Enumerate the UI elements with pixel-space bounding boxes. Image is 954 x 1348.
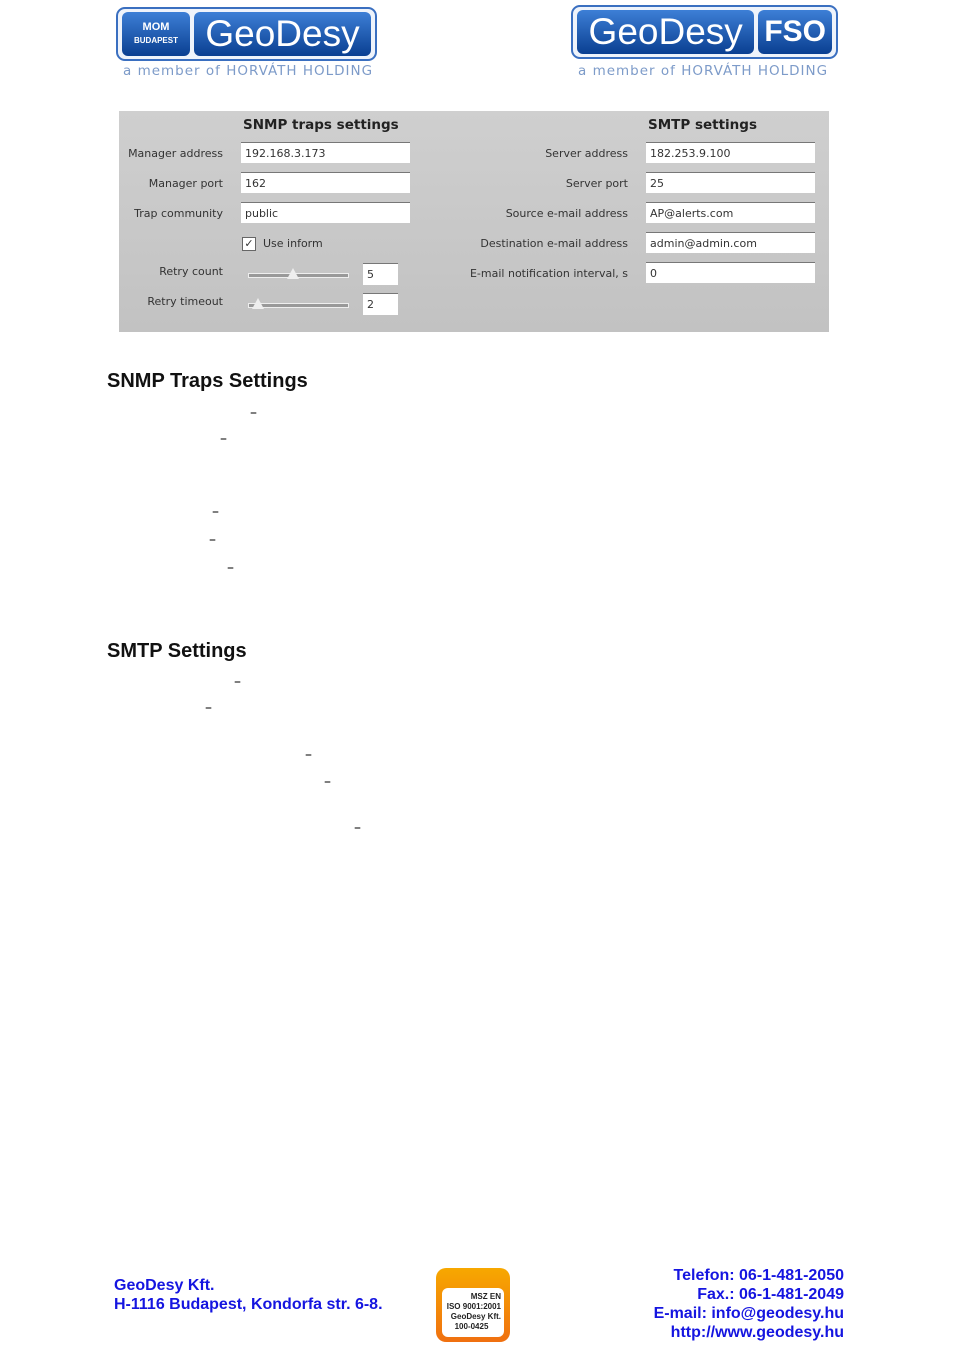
email-link[interactable]: info@geodesy.hu <box>711 1305 844 1322</box>
dash: – <box>354 820 361 836</box>
dash: – <box>227 560 234 576</box>
server-address-input[interactable]: 182.253.9.100 <box>646 142 815 163</box>
geodesy-mom-logo <box>116 7 377 61</box>
manager-port-label: Manager port <box>148 177 223 190</box>
dash: – <box>205 700 212 716</box>
dash: – <box>212 504 219 520</box>
retry-count-input[interactable]: 5 <box>363 263 398 285</box>
email-line <box>654 1304 844 1323</box>
smtp-section-heading: SMTP Settings <box>107 640 247 662</box>
snmp-panel-title: SNMP traps settings <box>243 117 399 133</box>
website[interactable]: http://www.geodesy.hu <box>670 1324 844 1341</box>
email-label: E-mail: <box>653 1305 712 1322</box>
retry-timeout-input[interactable]: 2 <box>363 293 398 315</box>
notification-interval-input[interactable]: 0 <box>646 262 815 283</box>
use-inform-label: Use inform <box>263 237 323 250</box>
footer-contact <box>654 1266 844 1342</box>
destination-email-input[interactable]: admin@admin.com <box>646 232 815 253</box>
iso-text <box>442 1288 504 1337</box>
dash: – <box>234 674 241 690</box>
dash: – <box>209 532 216 548</box>
cert-line: 100-0425 <box>454 1322 489 1331</box>
manager-address-label: Manager address <box>128 147 223 160</box>
logo-tagline: a member of HORVÁTH HOLDING <box>123 63 374 79</box>
mom-text: MOM <box>142 21 170 33</box>
server-address-label: Server address <box>545 147 628 160</box>
server-port-input[interactable]: 25 <box>646 172 815 193</box>
cert-line: MSZ EN <box>470 1292 501 1301</box>
settings-screenshot-panel <box>119 111 829 332</box>
slider-thumb[interactable] <box>252 298 264 309</box>
retry-count-slider[interactable] <box>248 273 349 278</box>
company-name: GeoDesy Kft. <box>114 1277 215 1294</box>
dash: – <box>305 747 312 763</box>
cert-line: GeoDesy Kft. <box>450 1312 501 1321</box>
server-port-label: Server port <box>565 177 628 190</box>
company-address: H-1116 Budapest, Kondorfa str. 6-8. <box>114 1296 383 1313</box>
trap-community-input[interactable]: public <box>241 202 410 223</box>
phone: Telefon: 06-1-481-2050 <box>673 1267 844 1284</box>
use-inform-checkbox[interactable]: ✓ <box>242 237 256 251</box>
budapest-text: BUDAPEST <box>133 36 178 45</box>
trap-community-label: Trap community <box>134 207 223 220</box>
dash: – <box>220 431 227 447</box>
logo-name: GeoDesy <box>194 12 371 56</box>
source-email-label: Source e-mail address <box>505 207 628 220</box>
dash: – <box>250 405 257 421</box>
source-email-input[interactable]: AP@alerts.com <box>646 202 815 223</box>
notification-interval-label: E-mail notification interval, s <box>469 267 628 280</box>
dash: – <box>324 774 331 790</box>
fax: Fax.: 06-1-481-2049 <box>697 1286 844 1303</box>
logo-tagline: a member of HORVÁTH HOLDING <box>578 63 829 79</box>
manager-address-input[interactable]: 192.168.3.173 <box>241 142 410 163</box>
smtp-panel-title: SMTP settings <box>648 117 757 133</box>
iso-certificate-badge <box>436 1268 510 1342</box>
retry-timeout-label: Retry timeout <box>147 295 223 308</box>
slider-thumb[interactable] <box>287 268 299 279</box>
manager-port-input[interactable]: 162 <box>241 172 410 193</box>
snmp-section-heading: SNMP Traps Settings <box>107 370 308 392</box>
cert-line: ISO 9001:2001 <box>446 1302 501 1311</box>
destination-email-label: Destination e-mail address <box>480 237 628 250</box>
footer-address <box>114 1276 383 1314</box>
retry-timeout-slider[interactable] <box>248 303 349 308</box>
logo-suffix: FSO <box>758 10 832 54</box>
geodesy-fso-logo <box>571 5 838 59</box>
mom-badge <box>122 12 190 56</box>
retry-count-label: Retry count <box>159 265 223 278</box>
logo-name: GeoDesy <box>577 10 754 54</box>
